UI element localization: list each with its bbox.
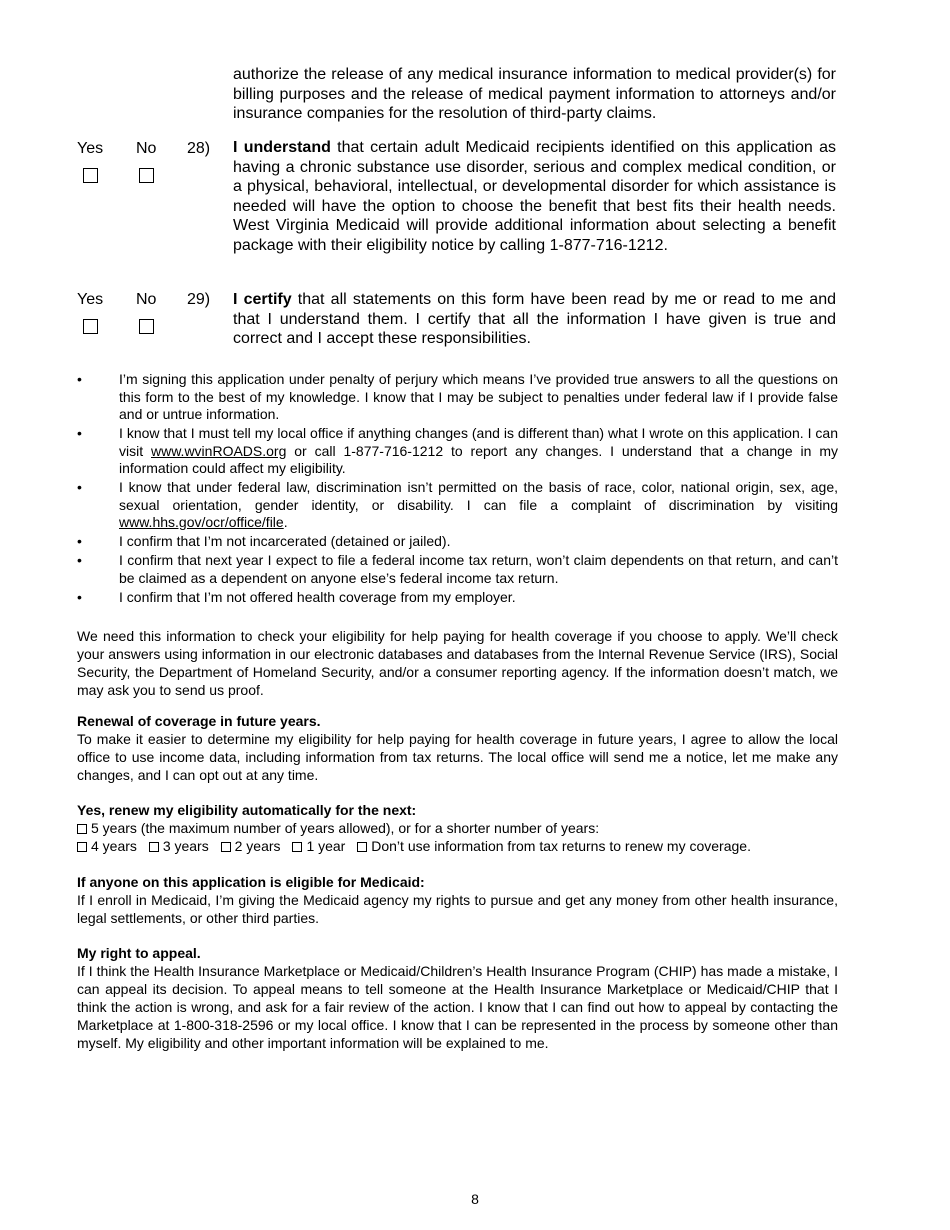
q28-number: 28) — [187, 140, 211, 157]
bullet-dot: • — [77, 552, 82, 568]
renew-option-5-row — [77, 819, 838, 837]
q28-text — [233, 138, 836, 256]
q29-yes-label: Yes — [77, 291, 104, 308]
renew-none-label: Don’t use information from tax returns to renew my coverage. — [371, 838, 751, 854]
medicaid-text: If I enroll in Medicaid, I’m giving the Medicaid agency my rights to pursue and get any money from other health insurance, legal settlements, or other third parties. — [77, 892, 838, 926]
bullet-item: • I know that I must tell my local office if anything changes (and is different than) what I wrote on this application. I can visit www.wvinROADS.org or call 1-877-716-1212 to report any changes. I understand that a change in my information could affect my eligibility. — [77, 425, 838, 476]
renew-4-years-label: 4 years — [91, 838, 137, 854]
appeal-text: If I think the Health Insurance Marketplace or Medicaid/Children’s Health Insurance Program (CHIP) has made a mistake, I can appeal its decision. To appeal means to tell someone at the Health Insurance Marketplace or Medicaid/CHIP that I think the action is wrong, and ask for a fair review of the action. I know that I can find out how to appeal by contacting the Marketplace at 1-800-318-2596 or my local office. I know that I can be represented in the process by someone other than myself. My eligibility and other important information will be explained to me. — [77, 963, 838, 1051]
appeal-section — [77, 944, 838, 1052]
renew-3-years-label: 3 years — [162, 838, 209, 854]
q29-lead: I certify — [233, 291, 292, 308]
q28-body: that certain adult Medicaid recipients identified on this application as having a chronic substance use disorder, serious and complex medical condition, or a physical, behavioral, intellectual, or developmental disorder for which assistance is needed will have the option to choose the benefit that best fits their health needs. West Virginia Medicaid will provide additional information about selecting a benefit package with their eligibility notice by calling 1-877-716-1212. — [233, 139, 836, 254]
q29-number: 29) — [187, 291, 211, 308]
renew-2-years-checkbox[interactable] — [221, 842, 231, 852]
medicaid-heading: If anyone on this application is eligible for Medicaid: — [77, 874, 425, 890]
q28-lead: I understand — [233, 139, 331, 156]
bullet-dot: • — [77, 533, 82, 549]
q29-no-checkbox[interactable] — [139, 319, 154, 334]
renew-4-years-checkbox[interactable] — [77, 842, 87, 852]
wvinroads-link[interactable]: www.wvinROADS.org — [151, 442, 287, 459]
renew-5-years-label: 5 years (the maximum number of years allowed), or for a shorter number of years: — [91, 820, 600, 836]
bullet-dot: • — [77, 588, 82, 605]
q28-yes-checkbox[interactable] — [83, 168, 98, 183]
renew-none-checkbox[interactable] — [357, 842, 367, 852]
renew-1-year-checkbox[interactable] — [292, 842, 302, 852]
renew-options-row — [77, 837, 838, 855]
medicaid-section — [77, 873, 838, 927]
q28-no-label: No — [136, 140, 157, 157]
appeal-heading: My right to appeal. — [77, 945, 201, 961]
renew-auto-heading: Yes, renew my eligibility automatically for the next: — [77, 802, 417, 818]
eligibility-paragraph: We need this information to check your eligibility for help paying for health coverage if you choose to apply. We’ll check your answers using information in our electronic databases and databases from the Internal Revenue Service (IRS), Social Security, the Department of Homeland Security, and/or a consumer reporting agency. If the information doesn’t match, we may ask you to send us proof. — [77, 628, 838, 698]
q29-body: that all statements on this form have been read by me or read to me and that I understand them. I certify that all the information I have given is true and correct and I accept these responsibilities. — [233, 291, 836, 348]
bullet-dot: • — [77, 371, 82, 387]
q29-text — [233, 290, 836, 349]
renew-1-year-label: 1 year — [306, 838, 346, 854]
page-number: 8 — [471, 1191, 479, 1207]
renew-5-years-checkbox[interactable] — [77, 824, 87, 834]
bullet-item: • I’m signing this application under penalty of perjury which means I’ve provided true answers to all the questions on this form to the best of my knowledge. I know that I may be subject to penalties under federal law if I provide false and or untrue information. — [77, 371, 838, 422]
q28-no-checkbox[interactable] — [139, 168, 154, 183]
attestation-bullets — [77, 371, 838, 608]
q28-yes-label: Yes — [77, 140, 104, 157]
renewal-text: To make it easier to determine my eligibility for help paying for health coverage in future years, I agree to allow the local office to use income data, including information from tax returns. The local office will send me a notice, let me make any changes, and I can opt out at any time. — [77, 731, 838, 783]
renew-2-years-label: 2 years — [234, 838, 281, 854]
hhs-ocr-link[interactable]: www.hhs.gov/ocr/office/file — [119, 514, 284, 530]
bullet-dot: • — [77, 479, 82, 495]
bullet-item: • I confirm that I’m not offered health coverage from my employer. — [77, 588, 516, 605]
bullet-item: • I know that under federal law, discrimination isn’t permitted on the basis of race, color, national origin, sex, age, sexual orientation, gender identity, or disability. I can file a complaint of discrimination by visiting www.hhs.gov/ocr/office/file. — [77, 479, 838, 530]
bullet-dot: • — [77, 425, 82, 441]
renew-3-years-checkbox[interactable] — [149, 842, 159, 852]
renew-auto-section — [77, 801, 838, 855]
bullet-item: • I confirm that next year I expect to file a federal income tax return, won’t claim dependents on that return, and can’t be claimed as a dependent on anyone else’s federal income tax return. — [77, 552, 838, 586]
bullet-item: • I confirm that I’m not incarcerated (detained or jailed). — [77, 533, 451, 549]
intro-text: authorize the release of any medical insurance information to medical provider(s) for billing purposes and the release of medical payment information to attorneys and/or insurance companies for the resolution of third-party claims. — [233, 66, 836, 123]
q29-no-label: No — [136, 291, 157, 308]
renewal-heading: Renewal of coverage in future years. — [77, 713, 321, 729]
q29-yes-checkbox[interactable] — [83, 319, 98, 334]
renewal-section — [77, 712, 838, 784]
